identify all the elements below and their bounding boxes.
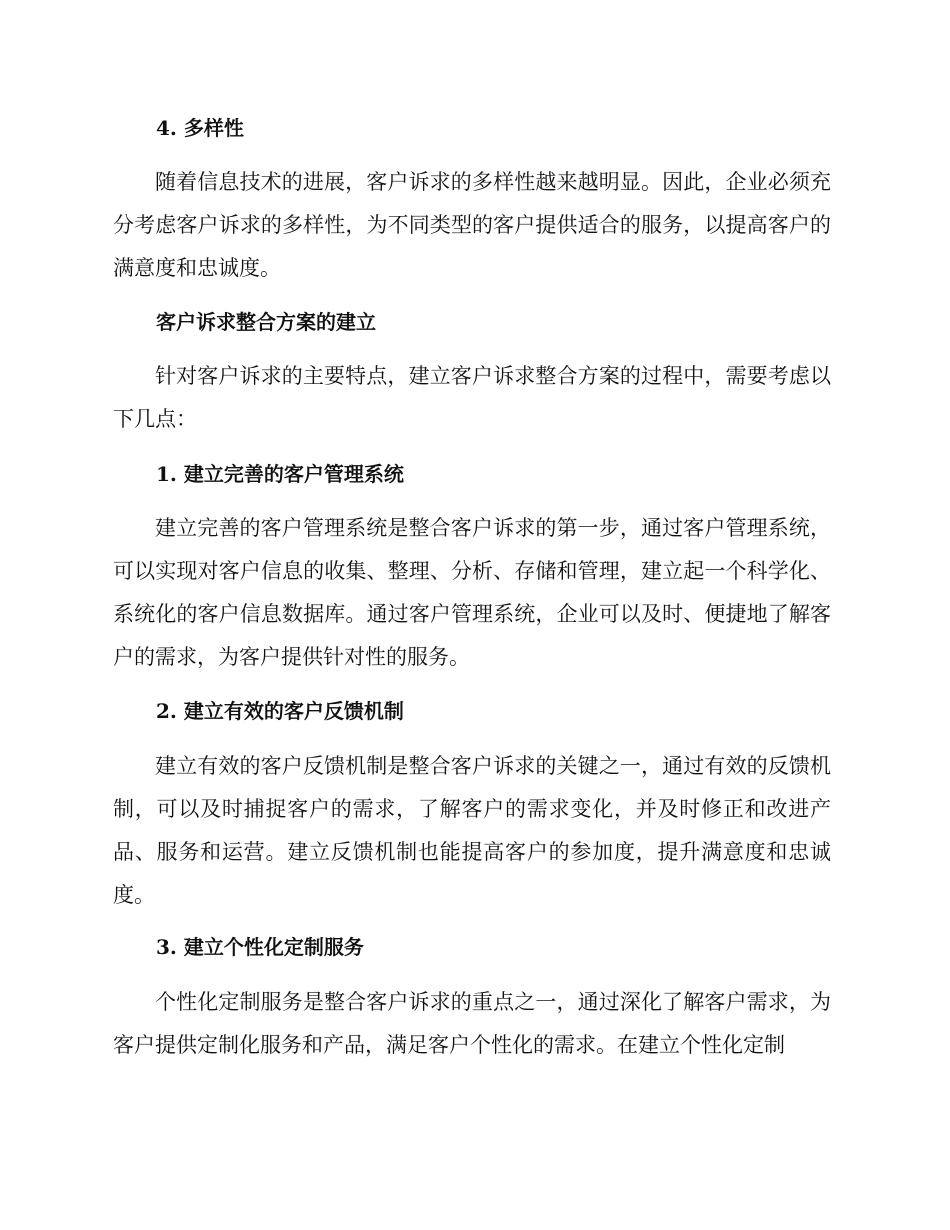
section-heading-feedback-mechanism: 2. 建立有效的客户反馈机制 — [156, 699, 404, 723]
section-heading-diversity: 4. 多样性 — [156, 116, 244, 140]
paragraph-customer-management-system: 建立完善的客户管理系统是整合客户诉求的第一步，通过客户管理系统，可以实现对客户信息的收集、整理、分析、存储和管理，建立起一个科学化、系统化的客户信息数据库。通过客户管理系统，企业可以及时、便捷地了解客户的需求，为客户提供针对性的服务。 — [113, 516, 831, 669]
section-heading-integration-plan: 客户诉求整合方案的建立 — [156, 310, 376, 334]
section-heading-customized-service: 3. 建立个性化定制服务 — [156, 935, 364, 959]
section-heading-customer-management-system: 1. 建立完善的客户管理系统 — [156, 462, 404, 486]
paragraph-diversity: 随着信息技术的进展，客户诉求的多样性越来越明显。因此，企业必须充分考虑客户诉求的多样性，为不同类型的客户提供适合的服务，以提高客户的满意度和忠诚度。 — [113, 170, 831, 280]
paragraph-integration-plan: 针对客户诉求的主要特点，建立客户诉求整合方案的过程中，需要考虑以下几点： — [113, 364, 831, 431]
paragraph-customized-service: 个性化定制服务是整合客户诉求的重点之一，通过深化了解客户需求，为客户提供定制化服务和产品，满足客户个性化的需求。在建立个性化定制 — [113, 990, 831, 1057]
paragraph-feedback-mechanism: 建立有效的客户反馈机制是整合客户诉求的关键之一，通过有效的反馈机制，可以及时捕捉客户的需求，了解客户的需求变化，并及时修正和改进产品、服务和运营。建立反馈机制也能提高客户的参加度，提升满意度和忠诚度。 — [113, 754, 831, 907]
